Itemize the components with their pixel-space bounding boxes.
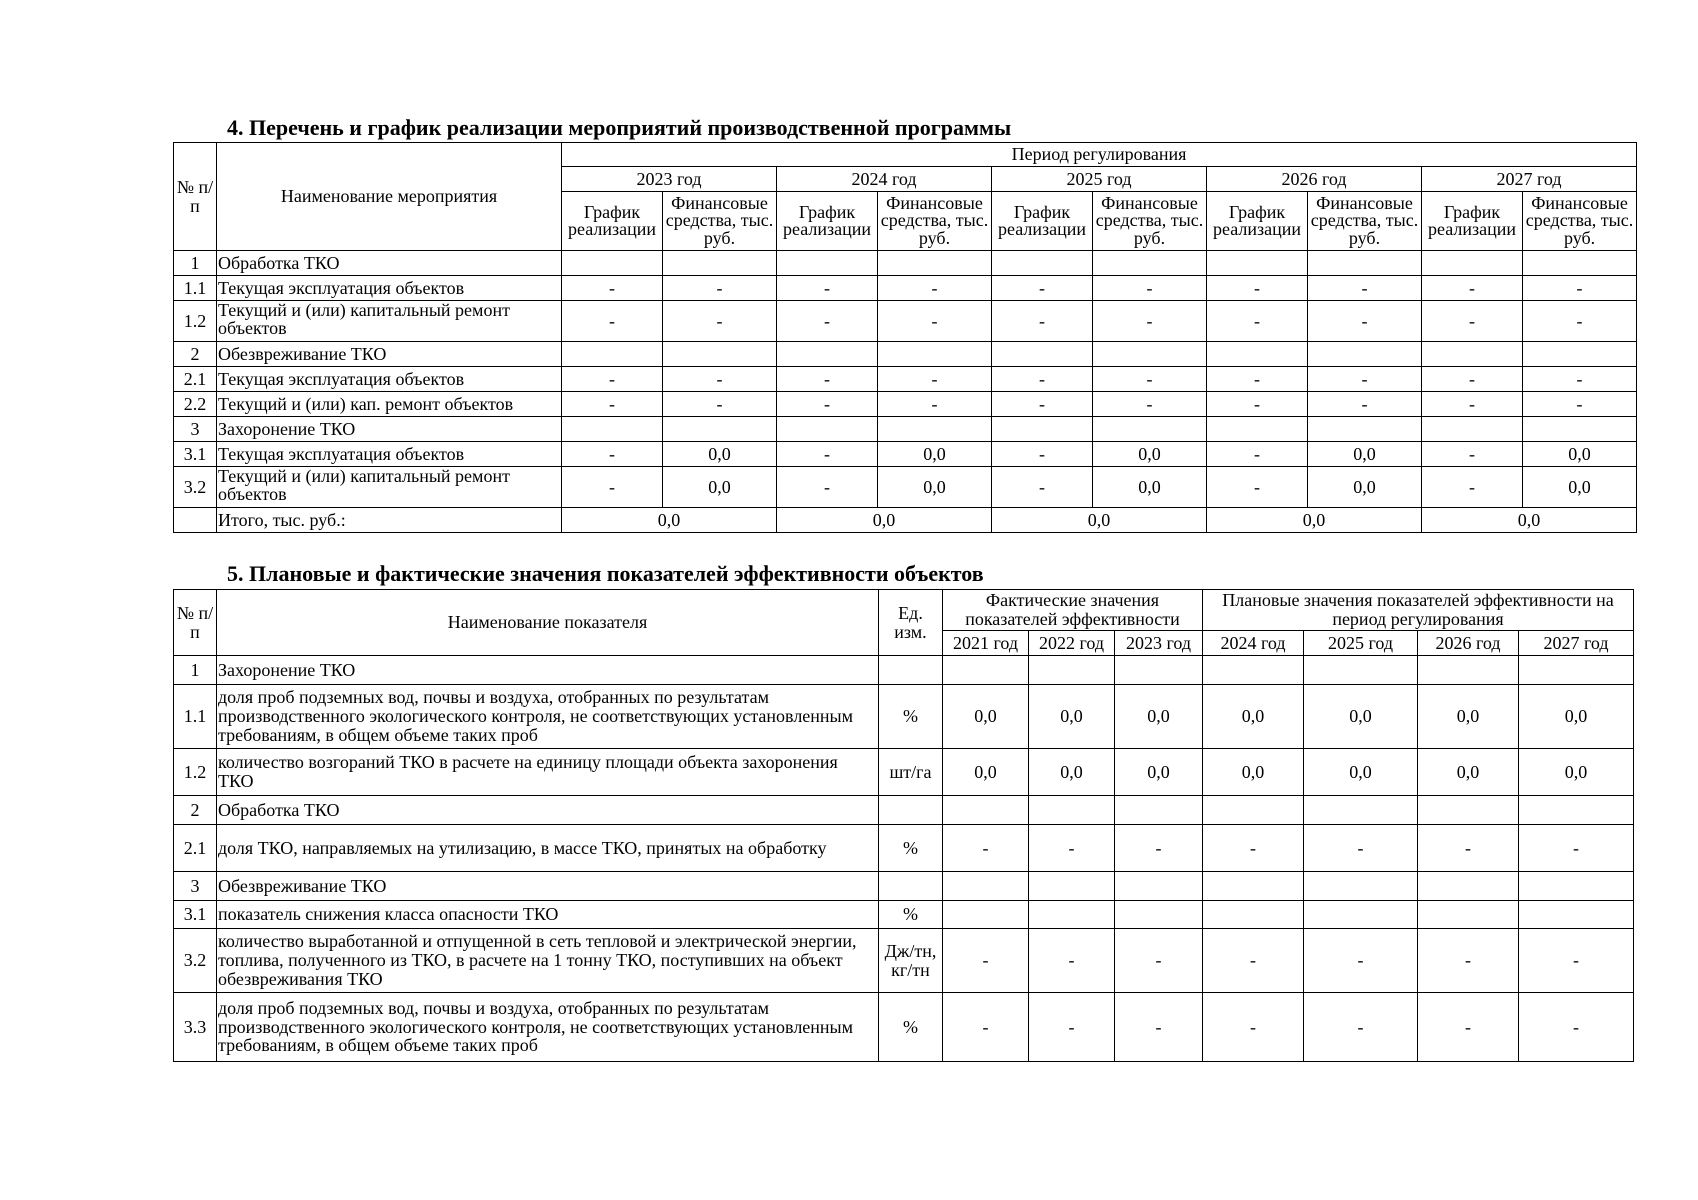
col-header-plan: Плановые значения показателей эффективности на период регулирования (1203, 590, 1634, 631)
year-header: 2023 год (1115, 631, 1203, 656)
schedule-cell (1422, 417, 1523, 442)
finance-cell: 0,0 (1523, 467, 1637, 508)
col-header-number: № п/п (174, 590, 217, 656)
schedule-cell: - (562, 392, 663, 417)
total-value: 0,0 (777, 508, 992, 533)
total-number-empty (174, 508, 217, 533)
actual-value: - (1029, 825, 1115, 872)
finance-cell: - (663, 276, 777, 301)
finance-cell: 0,0 (878, 442, 992, 467)
row-name: Текущая эксплуатация объектов (217, 367, 562, 392)
finance-cell: 0,0 (1093, 442, 1207, 467)
plan-value: - (1203, 993, 1304, 1062)
table-row (174, 685, 1634, 749)
activities-table (173, 142, 1637, 533)
plan-value: 0,0 (1304, 749, 1418, 796)
subheader-schedule: График реализации (1207, 192, 1308, 251)
schedule-cell: - (562, 301, 663, 342)
row-number: 1.2 (174, 301, 217, 342)
year-header: 2024 год (777, 167, 992, 192)
total-value: 0,0 (1207, 508, 1422, 533)
unit-cell: шт/га (879, 749, 943, 796)
schedule-cell (777, 251, 878, 276)
row-number: 2 (174, 342, 217, 367)
plan-value: 0,0 (1418, 685, 1519, 749)
section-row (174, 656, 1634, 685)
schedule-cell (992, 251, 1093, 276)
finance-cell: - (663, 367, 777, 392)
indicator-name: Захоронение ТКО (217, 656, 879, 685)
indicator-name: доля проб подземных вод, почвы и воздуха, отобранных по результатам производственного экологического контроля, не соответствующих установленным требованиям, в общем объеме таких проб (217, 685, 879, 749)
actual-value (943, 872, 1029, 901)
finance-cell: - (1523, 367, 1637, 392)
table-row (174, 929, 1634, 993)
schedule-cell: - (992, 442, 1093, 467)
finance-cell: - (1523, 392, 1637, 417)
subheader-finance: Финансовые средства, тыс. руб. (663, 192, 777, 251)
schedule-cell (1422, 251, 1523, 276)
plan-value (1304, 796, 1418, 825)
section-row (174, 796, 1634, 825)
schedule-cell: - (562, 276, 663, 301)
actual-value (1029, 796, 1115, 825)
finance-cell: - (663, 301, 777, 342)
actual-value: - (1115, 993, 1203, 1062)
row-number: 3.1 (174, 442, 217, 467)
col-header-activity-name: Наименование мероприятия (217, 143, 562, 251)
indicator-name: количество возгораний ТКО в расчете на единицу площади объекта захоронения ТКО (217, 749, 879, 796)
actual-value: - (943, 825, 1029, 872)
table-row (174, 749, 1634, 796)
year-header: 2026 год (1207, 167, 1422, 192)
finance-cell: 0,0 (663, 442, 777, 467)
row-number: 3.2 (174, 929, 217, 993)
year-header: 2025 год (1304, 631, 1418, 656)
plan-value: 0,0 (1203, 685, 1304, 749)
col-header-indicator-name: Наименование показателя (217, 590, 879, 656)
finance-cell: - (1093, 367, 1207, 392)
finance-cell (1093, 417, 1207, 442)
schedule-cell: - (562, 442, 663, 467)
table-row (174, 367, 1637, 392)
schedule-cell: - (1207, 467, 1308, 508)
finance-cell (663, 251, 777, 276)
unit-cell: % (879, 901, 943, 929)
subheader-schedule: График реализации (1422, 192, 1523, 251)
finance-cell: - (663, 392, 777, 417)
unit-cell: % (879, 993, 943, 1062)
finance-cell: 0,0 (1523, 442, 1637, 467)
finance-cell: - (1308, 301, 1422, 342)
actual-value: 0,0 (1029, 685, 1115, 749)
row-number: 1.2 (174, 749, 217, 796)
unit-cell (879, 872, 943, 901)
plan-value: - (1519, 929, 1634, 993)
col-header-number: № п/п (174, 143, 217, 251)
plan-value (1418, 901, 1519, 929)
subheader-finance: Финансовые средства, тыс. руб. (1308, 192, 1422, 251)
year-header: 2027 год (1519, 631, 1634, 656)
finance-cell (1523, 251, 1637, 276)
indicator-name: Обезвреживание ТКО (217, 872, 879, 901)
plan-value (1519, 901, 1634, 929)
finance-cell: 0,0 (1093, 467, 1207, 508)
schedule-cell: - (777, 392, 878, 417)
row-number: 2.1 (174, 825, 217, 872)
year-header: 2026 год (1418, 631, 1519, 656)
row-name: Обезвреживание ТКО (217, 342, 562, 367)
schedule-cell: - (992, 367, 1093, 392)
schedule-cell (562, 417, 663, 442)
schedule-cell: - (562, 367, 663, 392)
table-row (174, 993, 1634, 1062)
plan-value: 0,0 (1304, 685, 1418, 749)
schedule-cell: - (777, 276, 878, 301)
col-header-actual: Фактические значения показателей эффективности (943, 590, 1203, 631)
row-number: 3.1 (174, 901, 217, 929)
unit-cell: % (879, 825, 943, 872)
schedule-cell: - (562, 467, 663, 508)
plan-value: - (1519, 825, 1634, 872)
finance-cell: 0,0 (663, 467, 777, 508)
subheader-finance: Финансовые средства, тыс. руб. (1093, 192, 1207, 251)
section-5-title: 5. Плановые и фактические значения показателей эффективности объектов (227, 561, 984, 586)
plan-value (1304, 872, 1418, 901)
finance-cell: - (1523, 276, 1637, 301)
row-number: 1.1 (174, 276, 217, 301)
indicator-name: доля проб подземных вод, почвы и воздуха, отобранных по результатам производственного экологического контроля, не соответствующих установленным требованиям, в общем объеме таких проб (217, 993, 879, 1062)
total-label: Итого, тыс. руб.: (217, 508, 562, 533)
finance-cell (1308, 417, 1422, 442)
plan-value: - (1418, 993, 1519, 1062)
schedule-cell: - (992, 392, 1093, 417)
finance-cell (1093, 251, 1207, 276)
actual-value: - (943, 993, 1029, 1062)
plan-value (1203, 901, 1304, 929)
schedule-cell (777, 342, 878, 367)
finance-cell: - (878, 367, 992, 392)
indicators-table (173, 589, 1634, 1062)
section-row (174, 251, 1637, 276)
finance-cell (878, 417, 992, 442)
finance-cell: - (878, 301, 992, 342)
actual-value: 0,0 (1029, 749, 1115, 796)
actual-value: - (1029, 929, 1115, 993)
finance-cell: 0,0 (1308, 467, 1422, 508)
actual-value (943, 901, 1029, 929)
table-row (174, 467, 1637, 508)
plan-value (1203, 796, 1304, 825)
schedule-cell: - (1207, 301, 1308, 342)
table-row (174, 442, 1637, 467)
finance-cell: 0,0 (1308, 442, 1422, 467)
schedule-cell (562, 342, 663, 367)
actual-value (1029, 901, 1115, 929)
plan-value (1203, 872, 1304, 901)
subheader-finance: Финансовые средства, тыс. руб. (878, 192, 992, 251)
actual-value (1029, 656, 1115, 685)
finance-cell: - (1308, 392, 1422, 417)
finance-cell (1308, 251, 1422, 276)
actual-value (1029, 872, 1115, 901)
col-header-period: Период регулирования (562, 143, 1637, 167)
plan-value: - (1304, 825, 1418, 872)
row-number: 3.3 (174, 993, 217, 1062)
table-row (174, 301, 1637, 342)
schedule-cell (992, 342, 1093, 367)
plan-value: - (1304, 993, 1418, 1062)
row-name: Текущая эксплуатация объектов (217, 442, 562, 467)
plan-value: - (1304, 929, 1418, 993)
actual-value: - (1115, 929, 1203, 993)
finance-cell: - (878, 392, 992, 417)
row-number: 2.1 (174, 367, 217, 392)
row-name: Текущая эксплуатация объектов (217, 276, 562, 301)
finance-cell (878, 251, 992, 276)
subheader-finance: Финансовые средства, тыс. руб. (1523, 192, 1637, 251)
year-header: 2021 год (943, 631, 1029, 656)
finance-cell: - (1093, 276, 1207, 301)
row-number: 3.2 (174, 467, 217, 508)
col-header-unit: Ед. изм. (879, 590, 943, 656)
unit-cell: % (879, 685, 943, 749)
plan-value: - (1203, 825, 1304, 872)
actual-value: - (1029, 993, 1115, 1062)
indicator-name: доля ТКО, направляемых на утилизацию, в массе ТКО, принятых на обработку (217, 825, 879, 872)
table-row (174, 901, 1634, 929)
section-row (174, 342, 1637, 367)
table-row (174, 276, 1637, 301)
schedule-cell: - (1422, 301, 1523, 342)
year-header: 2022 год (1029, 631, 1115, 656)
finance-cell: 0,0 (878, 467, 992, 508)
actual-value (1115, 656, 1203, 685)
row-number: 3 (174, 872, 217, 901)
row-number: 2 (174, 796, 217, 825)
table-row (174, 392, 1637, 417)
schedule-cell: - (777, 442, 878, 467)
finance-cell (1093, 342, 1207, 367)
plan-value (1418, 796, 1519, 825)
schedule-cell: - (992, 467, 1093, 508)
total-value: 0,0 (562, 508, 777, 533)
schedule-cell: - (1422, 442, 1523, 467)
schedule-cell (1207, 342, 1308, 367)
schedule-cell: - (1207, 367, 1308, 392)
actual-value (943, 656, 1029, 685)
subheader-schedule: График реализации (777, 192, 878, 251)
row-name: Текущий и (или) капитальный ремонт объектов (217, 301, 562, 342)
finance-cell (878, 342, 992, 367)
finance-cell: - (878, 276, 992, 301)
finance-cell: - (1308, 367, 1422, 392)
year-header: 2027 год (1422, 167, 1637, 192)
plan-value: 0,0 (1519, 749, 1634, 796)
finance-cell (663, 342, 777, 367)
plan-value (1519, 796, 1634, 825)
row-number: 1 (174, 656, 217, 685)
schedule-cell: - (1207, 276, 1308, 301)
actual-value: 0,0 (943, 685, 1029, 749)
plan-value: - (1418, 929, 1519, 993)
finance-cell: - (1308, 276, 1422, 301)
plan-value: - (1519, 993, 1634, 1062)
schedule-cell: - (992, 301, 1093, 342)
schedule-cell: - (1422, 467, 1523, 508)
section-row (174, 417, 1637, 442)
indicator-name: Обработка ТКО (217, 796, 879, 825)
unit-cell: Дж/тн, кг/тн (879, 929, 943, 993)
plan-value (1519, 656, 1634, 685)
finance-cell: - (1523, 301, 1637, 342)
finance-cell (1308, 342, 1422, 367)
finance-cell (1523, 342, 1637, 367)
indicator-name: показатель снижения класса опасности ТКО (217, 901, 879, 929)
plan-value (1519, 872, 1634, 901)
finance-cell: - (1093, 301, 1207, 342)
subheader-schedule: График реализации (562, 192, 663, 251)
schedule-cell (1422, 342, 1523, 367)
total-value: 0,0 (1422, 508, 1637, 533)
actual-value (943, 796, 1029, 825)
actual-value (1115, 901, 1203, 929)
actual-value (1115, 872, 1203, 901)
plan-value (1418, 872, 1519, 901)
row-number: 3 (174, 417, 217, 442)
plan-value (1418, 656, 1519, 685)
indicator-name: количество выработанной и отпущенной в сеть тепловой и электрической энергии, топлива, полученного из ТКО, в расчете на 1 тонну ТКО, поступивших на объект обезвреживания ТКО (217, 929, 879, 993)
table-row (174, 825, 1634, 872)
actual-value (1115, 796, 1203, 825)
schedule-cell: - (1422, 392, 1523, 417)
subheader-schedule: График реализации (992, 192, 1093, 251)
row-name: Текущий и (или) капитальный ремонт объектов (217, 467, 562, 508)
schedule-cell: - (777, 467, 878, 508)
schedule-cell: - (1207, 442, 1308, 467)
plan-value: - (1418, 825, 1519, 872)
finance-cell (1523, 417, 1637, 442)
schedule-cell: - (992, 276, 1093, 301)
plan-value (1203, 656, 1304, 685)
row-number: 1 (174, 251, 217, 276)
actual-value: 0,0 (943, 749, 1029, 796)
schedule-cell (1207, 251, 1308, 276)
row-number: 1.1 (174, 685, 217, 749)
plan-value: 0,0 (1203, 749, 1304, 796)
year-header: 2023 год (562, 167, 777, 192)
row-name: Обработка ТКО (217, 251, 562, 276)
schedule-cell: - (777, 367, 878, 392)
year-header: 2024 год (1203, 631, 1304, 656)
row-number: 2.2 (174, 392, 217, 417)
unit-cell (879, 656, 943, 685)
schedule-cell (777, 417, 878, 442)
total-row (174, 508, 1637, 533)
year-header: 2025 год (992, 167, 1207, 192)
schedule-cell: - (1207, 392, 1308, 417)
schedule-cell: - (1422, 367, 1523, 392)
finance-cell (663, 417, 777, 442)
row-name: Захоронение ТКО (217, 417, 562, 442)
section-4-title: 4. Перечень и график реализации мероприятий производственной программы (227, 115, 1012, 140)
schedule-cell (1207, 417, 1308, 442)
plan-value: 0,0 (1418, 749, 1519, 796)
actual-value: - (943, 929, 1029, 993)
row-name: Текущий и (или) кап. ремонт объектов (217, 392, 562, 417)
unit-cell (879, 796, 943, 825)
plan-value: 0,0 (1519, 685, 1634, 749)
total-value: 0,0 (992, 508, 1207, 533)
plan-value: - (1203, 929, 1304, 993)
actual-value: - (1115, 825, 1203, 872)
plan-value (1304, 901, 1418, 929)
plan-value (1304, 656, 1418, 685)
section-row (174, 872, 1634, 901)
actual-value: 0,0 (1115, 749, 1203, 796)
actual-value: 0,0 (1115, 685, 1203, 749)
schedule-cell: - (777, 301, 878, 342)
finance-cell: - (1093, 392, 1207, 417)
schedule-cell (992, 417, 1093, 442)
schedule-cell (562, 251, 663, 276)
schedule-cell: - (1422, 276, 1523, 301)
